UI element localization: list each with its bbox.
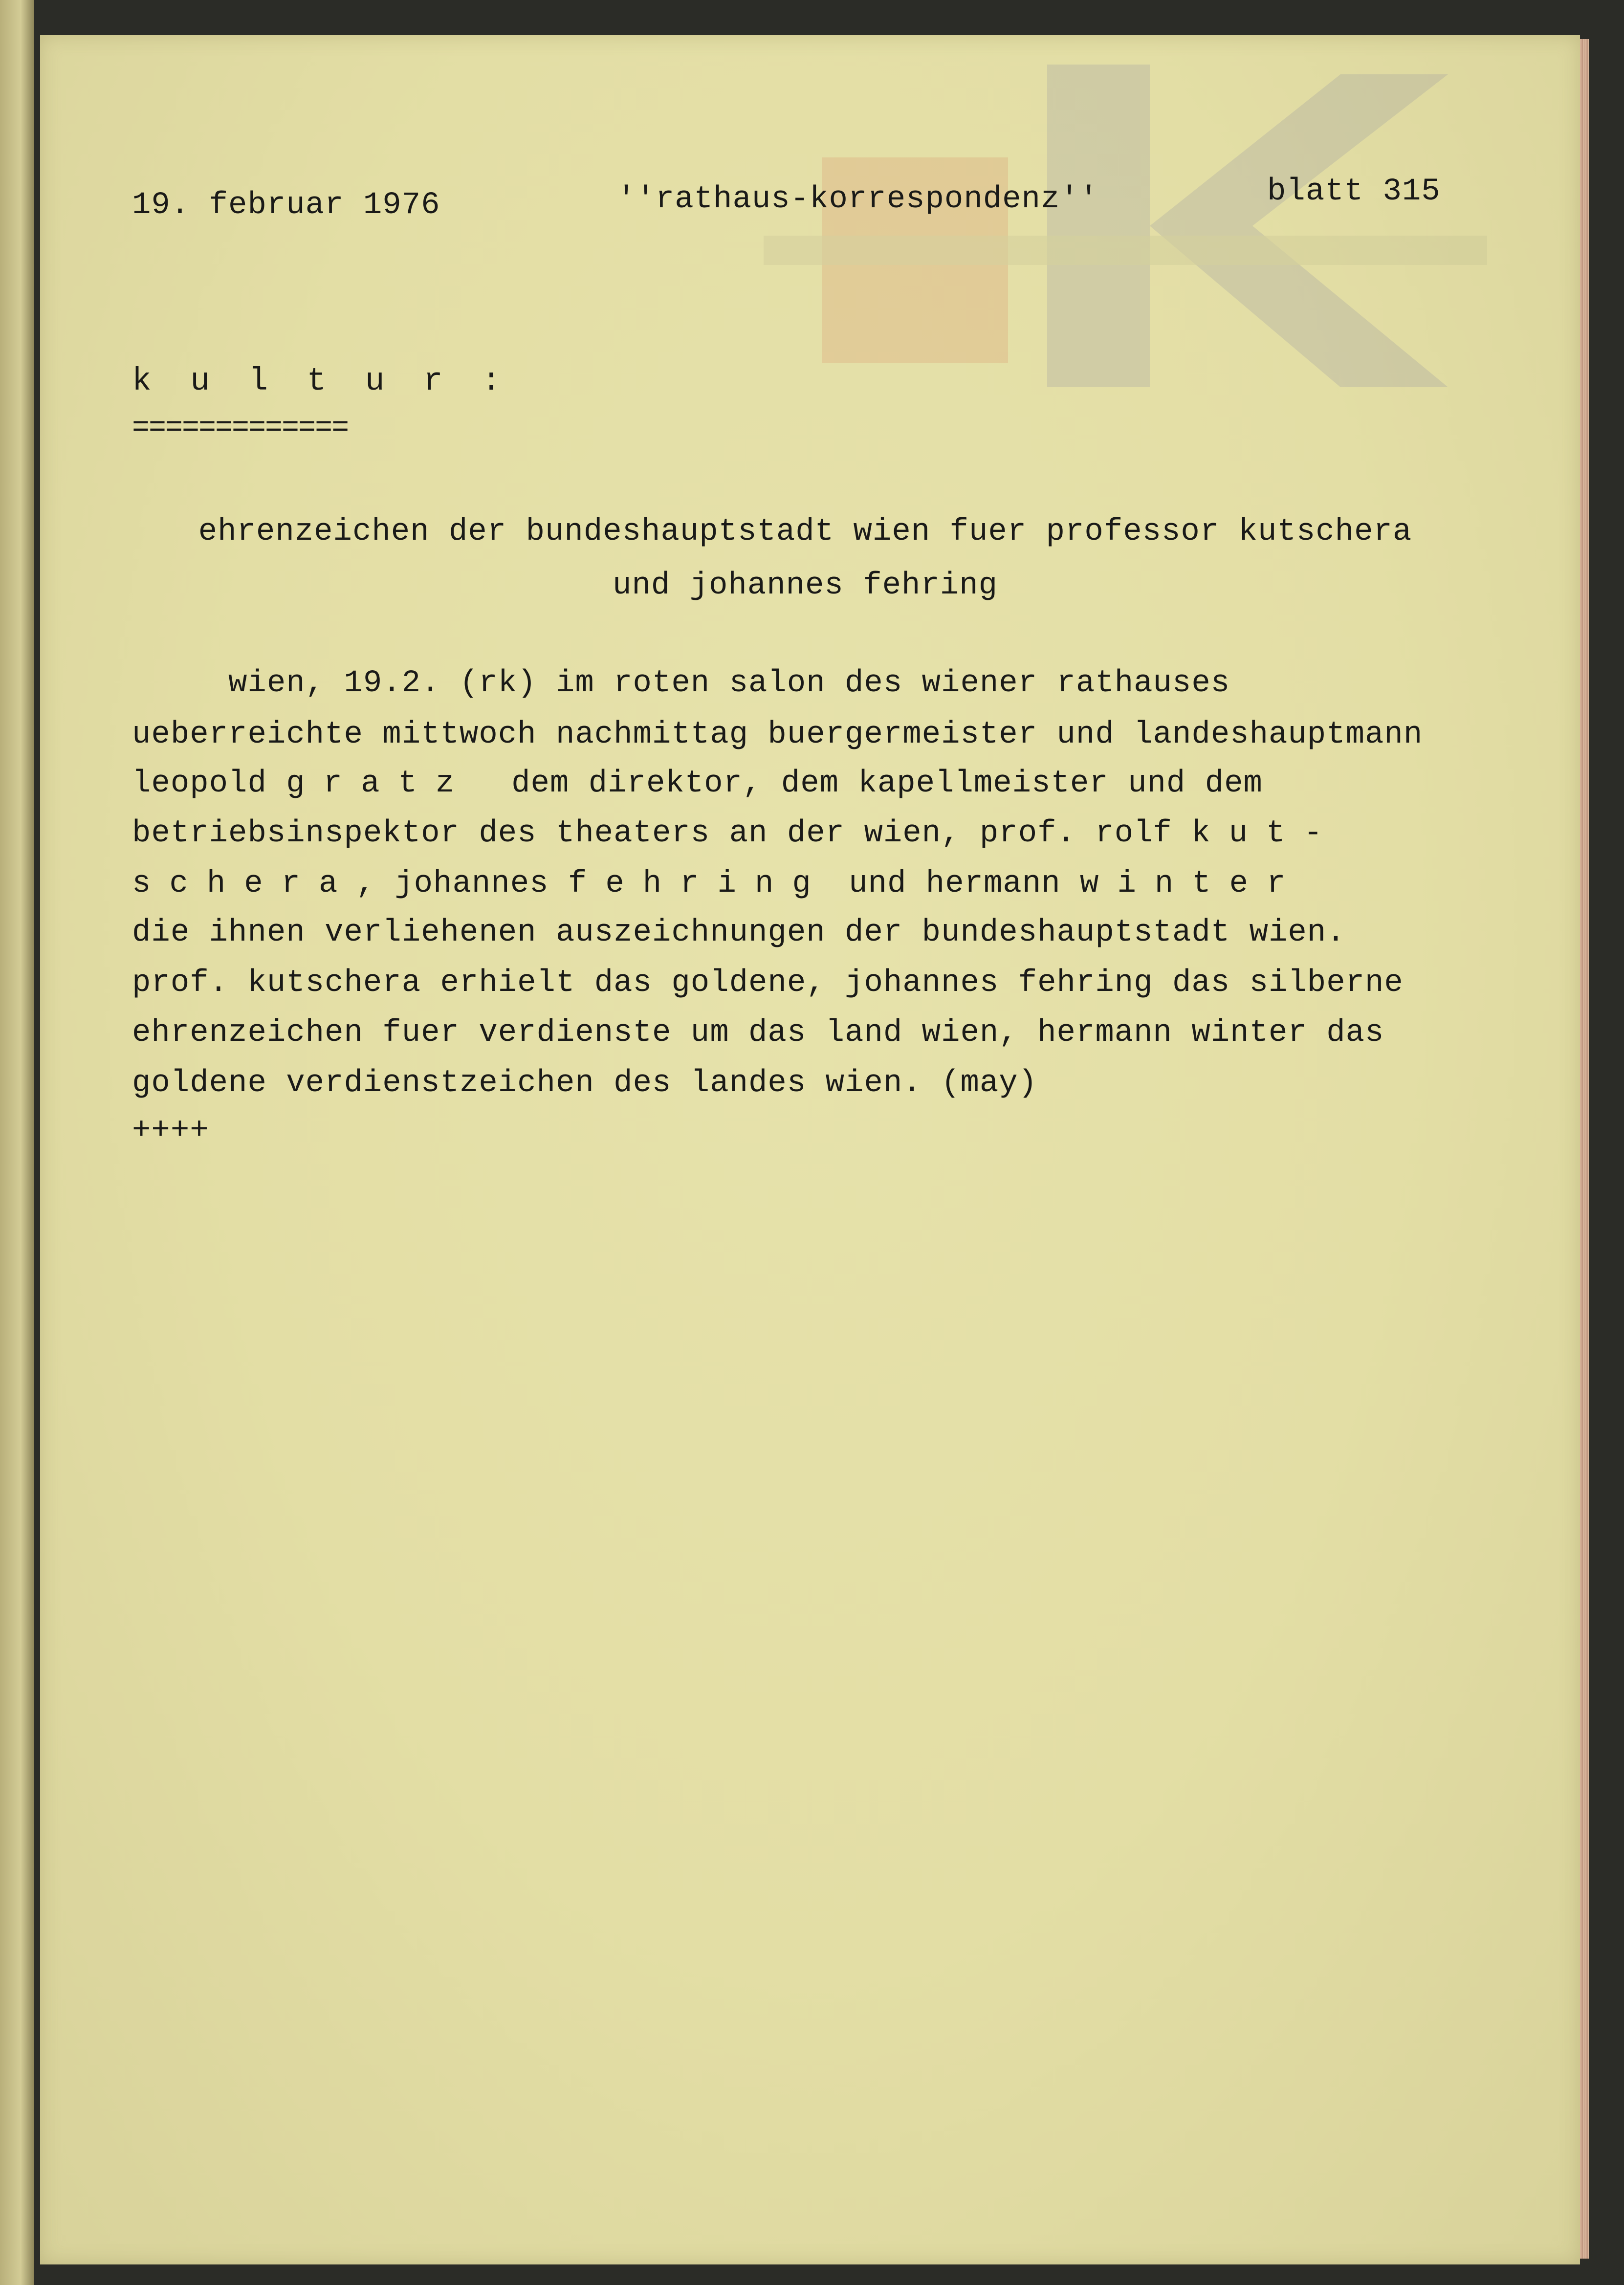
name-fehring: fehring <box>568 866 830 901</box>
body-text: dem direktor, dem kapellmeister und dem <box>473 766 1263 801</box>
body-text: , johannes <box>356 866 568 901</box>
body-line-7: prof. kutschera erhielt das goldene, johannes fehring das silberne <box>132 966 1404 1001</box>
section-rule: ============= <box>132 412 349 445</box>
body-line-9: goldene verdienstzeichen des landes wien. (may) <box>132 1066 1038 1101</box>
header-page-ref: blatt 315 <box>1267 174 1441 209</box>
end-mark: ++++ <box>132 1113 209 1148</box>
body-line-6: die ihnen verliehenen auszeichnungen der bundeshauptstadt wien. <box>132 915 1346 950</box>
body-line-4 <box>132 816 1341 851</box>
name-winter: winter <box>1080 866 1304 901</box>
body-line-5 <box>132 866 1304 901</box>
body-text: und hermann <box>829 866 1080 901</box>
letterhead-watermark <box>764 45 1595 407</box>
name-gratz: gratz <box>286 766 473 801</box>
header-publication: ''rathaus-korrespondenz'' <box>617 182 1099 217</box>
body-text: betriebsinspektor des theaters an der wien, prof. rolf <box>132 816 1192 851</box>
body-line-1: wien, 19.2. (rk) im roten salon des wiener rathauses <box>228 666 1230 701</box>
headline-line-2: und johannes fehring <box>612 568 998 603</box>
section-label: k u l t u r : <box>132 363 511 399</box>
document-page <box>40 35 1580 2264</box>
name-kutschera-part1: kut- <box>1191 816 1341 851</box>
headline-line-1: ehrenzeichen der bundeshauptstadt wien fuer professor kutschera <box>198 514 1412 549</box>
body-line-3 <box>132 766 1263 801</box>
previous-page-edge <box>0 0 34 2285</box>
header-date: 19. februar 1976 <box>132 188 440 223</box>
body-text: leopold <box>132 766 286 801</box>
name-kutschera-part2: schera <box>132 866 356 901</box>
body-line-8: ehrenzeichen fuer verdienste um das land wien, hermann winter das <box>132 1015 1384 1051</box>
body-line-2: ueberreichte mittwoch nachmittag buergermeister und landeshauptmann <box>132 717 1423 752</box>
